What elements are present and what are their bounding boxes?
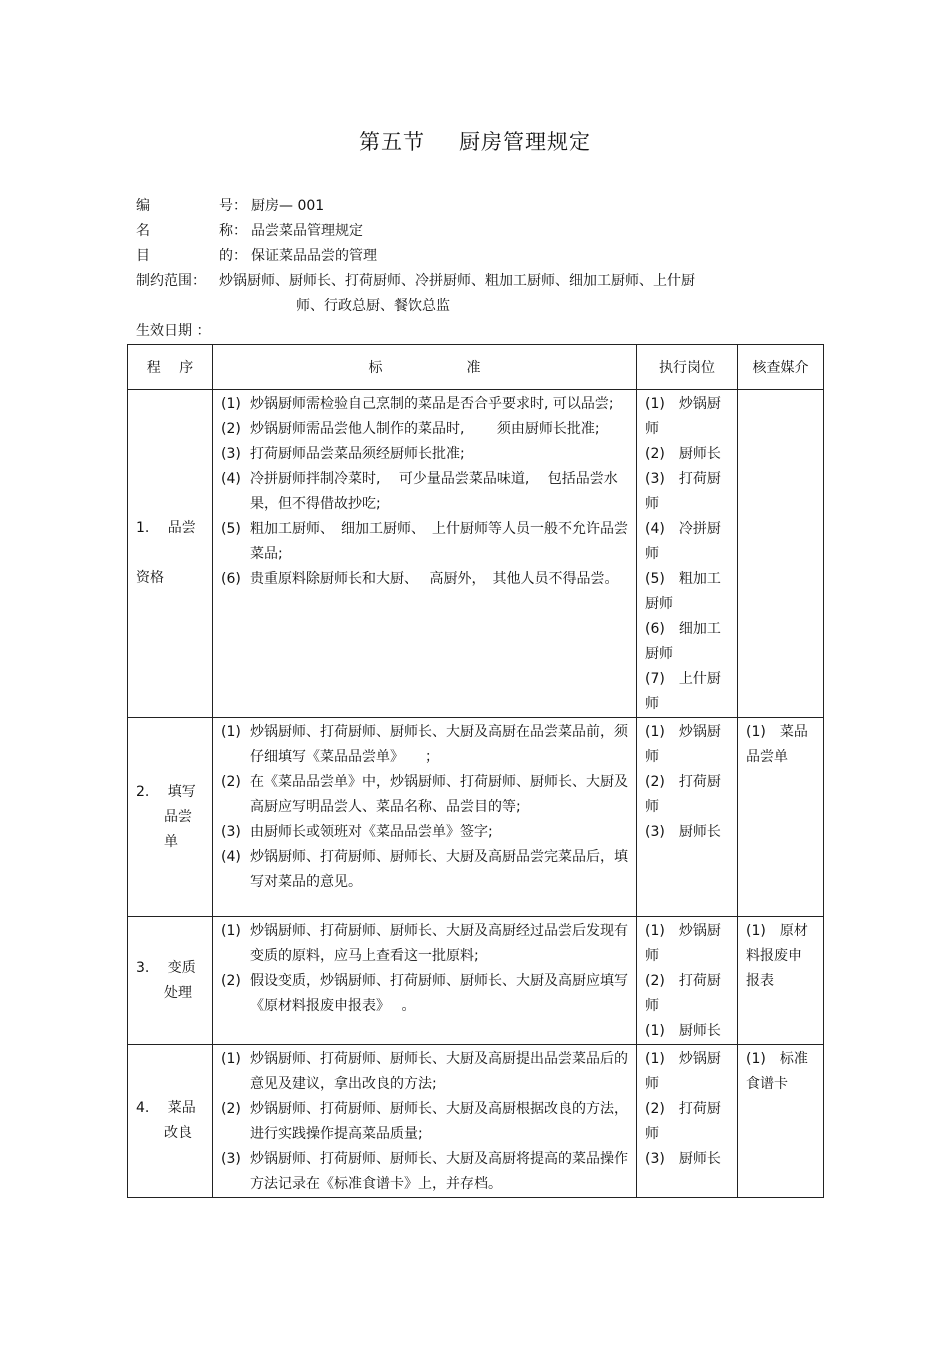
standard-item	[221, 392, 628, 417]
procedure-line: 4. 菜品	[136, 1100, 196, 1116]
post-item: (3) 厨师长	[645, 824, 721, 840]
item-number: (4)	[221, 849, 241, 865]
item-text: 炒锅厨师需品尝他人制作的菜品时, 须由厨师长批准;	[250, 421, 600, 437]
item-text: 由厨师长或领班对《菜品品尝单》签字;	[250, 824, 493, 840]
meta-name-value: 品尝菜品管理规定	[251, 223, 363, 239]
post-cell	[637, 718, 738, 917]
item-number: (2)	[221, 774, 241, 790]
table-header-row	[128, 345, 824, 390]
post-item: (6) 细加工厨师	[645, 621, 721, 662]
item-text: 炒锅厨师、打荷厨师、厨师长、大厨及高厨经过品尝后发现有变质的原料，应马上查看这一批原料;	[250, 923, 628, 964]
document-meta	[136, 194, 756, 344]
standard-item	[221, 720, 628, 770]
procedure-line	[136, 541, 204, 566]
header-media: 核查媒介	[738, 345, 824, 390]
standard-cell	[213, 718, 637, 917]
meta-name: 名 称： 品尝菜品管理规定	[136, 219, 756, 244]
procedure-line: 1. 品尝	[136, 520, 196, 536]
section-title: 厨房管理规定	[459, 130, 591, 154]
item-number: (6)	[221, 571, 241, 587]
media-item: (1) 原材料报废申报表	[746, 923, 808, 989]
media-cell	[738, 718, 824, 917]
standard-item	[221, 820, 628, 845]
item-number: (2)	[221, 973, 241, 989]
item-number: (1)	[221, 1051, 241, 1067]
standard-item	[221, 919, 628, 969]
standard-item	[221, 770, 628, 820]
procedure-cell	[128, 718, 213, 917]
standard-item	[221, 417, 628, 442]
page-title	[0, 126, 950, 156]
post-item: (2) 打荷厨师	[645, 774, 721, 815]
post-item: (7) 上什厨师	[645, 671, 721, 712]
post-item: (1) 厨师长	[645, 1023, 721, 1039]
meta-effective-date: 生效日期 ：	[136, 323, 211, 339]
media-cell	[738, 390, 824, 718]
procedure-line: 品尝	[136, 808, 192, 825]
standard-item	[221, 1147, 628, 1197]
procedure-cell	[128, 917, 213, 1045]
item-text: 在《菜品品尝单》中，炒锅厨师、打荷厨师、厨师长、大厨及高厨应写明品尝人、菜品名称、品尝目的等;	[250, 774, 628, 815]
item-number: (3)	[221, 1151, 241, 1167]
item-number: (1)	[221, 396, 241, 412]
item-number: (2)	[221, 1101, 241, 1117]
procedure-cell	[128, 390, 213, 718]
procedure-cell	[128, 1045, 213, 1198]
post-cell	[637, 917, 738, 1045]
meta-purpose-value: 保证菜品品尝的管理	[251, 248, 377, 264]
table-row	[128, 917, 824, 1045]
standard-cell	[213, 917, 637, 1045]
item-number: (3)	[221, 824, 241, 840]
standard-item	[221, 442, 628, 467]
item-number: (1)	[221, 724, 241, 740]
meta-code: 编 号： 厨房— 001	[136, 194, 756, 219]
item-text: 炒锅厨师需检验自己烹制的菜品是否合乎要求时, 可以品尝;	[250, 396, 614, 412]
item-text: 炒锅厨师、打荷厨师、厨师长、大厨及高厨将提高的菜品操作方法记录在《标准食谱卡》上，并存档。	[250, 1151, 628, 1192]
procedure-line: 改良	[136, 1125, 192, 1141]
item-text: 冷拼厨师拌制冷菜时, 可少量品尝菜品味道, 包括品尝水果，但不得借故抄吃;	[250, 471, 618, 512]
meta-scope: 制约范围： 炒锅厨师、厨师长、打荷厨师、冷拼厨师、粗加工厨师、细加工厨师、上什厨	[136, 273, 695, 289]
media-item: (1) 菜品品尝单	[746, 724, 808, 765]
post-item: (3) 厨师长	[645, 1151, 721, 1167]
item-text: 炒锅厨师、打荷厨师、厨师长、大厨及高厨根据改良的方法，进行实践操作提高菜品质量;	[250, 1101, 628, 1142]
standard-item	[221, 969, 628, 1019]
standard-item	[221, 567, 628, 592]
media-cell	[738, 917, 824, 1045]
item-text: 贵重原料除厨师长和大厨、 高厨外， 其他人员不得品尝。	[250, 571, 619, 587]
post-item: (1) 炒锅厨师	[645, 396, 721, 437]
item-text: 炒锅厨师、打荷厨师、厨师长、大厨及高厨提出品尝菜品后的意见及建议，拿出改良的方法;	[250, 1051, 628, 1092]
standard-item	[221, 1047, 628, 1097]
standard-item	[221, 467, 628, 517]
item-text: 假设变质，炒锅厨师、打荷厨师、厨师长、大厨及高厨应填写《原材料报废申报表》 。	[250, 973, 628, 1014]
item-number: (1)	[221, 923, 241, 939]
post-item: (4) 冷拼厨师	[645, 521, 721, 562]
procedure-line: 资格	[136, 570, 164, 586]
header-procedure: 程 序	[128, 345, 213, 390]
item-number: (4)	[221, 471, 241, 487]
standard-item	[221, 517, 628, 567]
post-item: (2) 打荷厨师	[645, 1101, 721, 1142]
procedure-line: 单	[136, 833, 178, 850]
procedure-line: 3. 变质	[136, 959, 196, 976]
item-number: (2)	[221, 421, 241, 437]
table-row	[128, 718, 824, 917]
standard-cell	[213, 390, 637, 718]
standard-item	[221, 1097, 628, 1147]
item-text: 炒锅厨师、打荷厨师、厨师长、大厨及高厨在品尝菜品前，须仔细填写《菜品品尝单》 ；	[250, 724, 628, 765]
meta-purpose: 目 的： 保证菜品品尝的管理	[136, 244, 756, 269]
procedure-table	[127, 344, 824, 1198]
item-number: (3)	[221, 446, 241, 462]
procedure-line: 处理	[136, 984, 192, 1001]
post-item: (3) 打荷厨师	[645, 471, 721, 512]
post-item: (5) 粗加工厨师	[645, 571, 721, 612]
post-item: (1) 炒锅厨师	[645, 1051, 721, 1092]
post-item: (1) 炒锅厨师	[645, 923, 721, 964]
table-row	[128, 390, 824, 718]
header-post: 执行岗位	[637, 345, 738, 390]
item-text: 炒锅厨师、打荷厨师、厨师长、大厨及高厨品尝完菜品后，填写对菜品的意见。	[250, 849, 628, 890]
procedure-line: 2. 填写	[136, 783, 196, 800]
item-text: 粗加工厨师、 细加工厨师、 上什厨师等人员一般不允许品尝菜品;	[250, 521, 628, 562]
standard-cell	[213, 1045, 637, 1198]
section-number: 第五节	[359, 130, 425, 154]
item-text: 打荷厨师品尝菜品须经厨师长批准;	[250, 446, 465, 462]
meta-scope-cont: 师、行政总厨、餐饮总监	[296, 298, 450, 314]
media-item: (1) 标准食谱卡	[746, 1051, 808, 1092]
table-row	[128, 1045, 824, 1198]
post-cell	[637, 1045, 738, 1198]
post-item: (1) 炒锅厨师	[645, 724, 721, 765]
post-item: (2) 厨师长	[645, 446, 721, 462]
standard-item	[221, 845, 628, 895]
meta-code-value: 厨房— 001	[251, 198, 325, 214]
media-cell	[738, 1045, 824, 1198]
post-cell	[637, 390, 738, 718]
header-standard: 标 准	[213, 345, 637, 390]
post-item: (2) 打荷厨师	[645, 973, 721, 1014]
item-number: (5)	[221, 521, 241, 537]
